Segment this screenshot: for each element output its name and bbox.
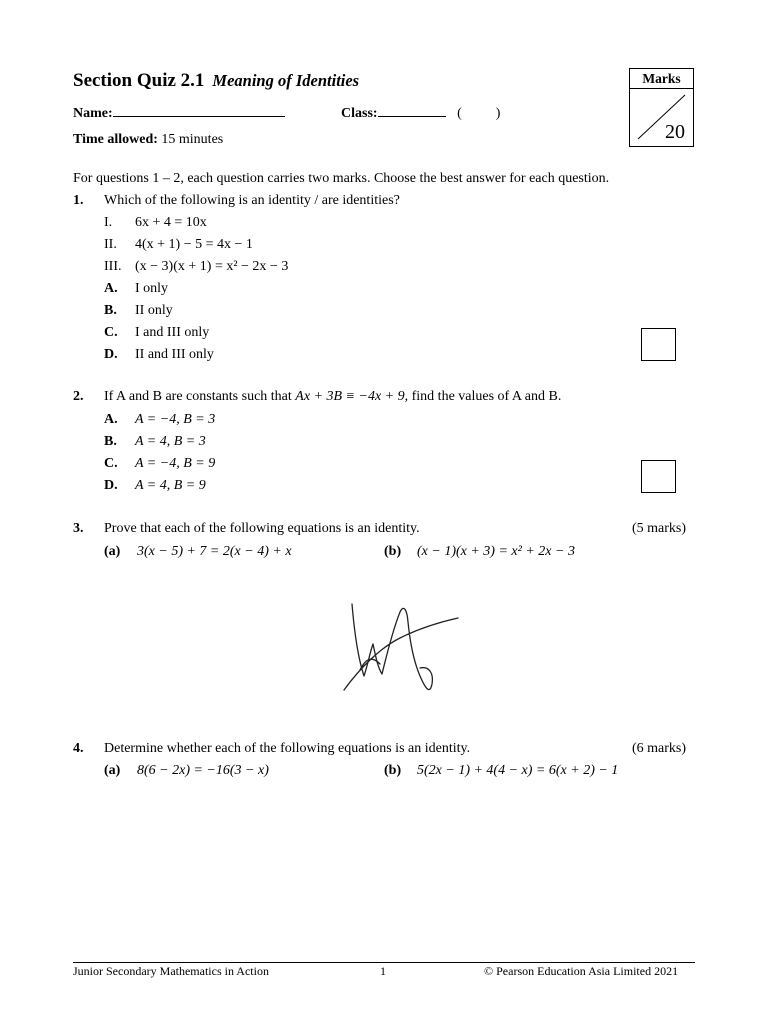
q3-part-a-expr: 3(x − 5) + 7 = 2(x − 4) + x — [137, 544, 292, 559]
footer-rule — [73, 962, 695, 963]
q2-text-after: , find the values of A and B. — [404, 389, 562, 404]
class-number-close: ) — [495, 106, 501, 121]
q1-option-d[interactable]: II and III only — [135, 347, 214, 362]
q2-number: 2. — [73, 389, 84, 404]
quiz-subtitle: Meaning of Identities — [212, 71, 360, 90]
instructions: For questions 1 – 2, each question carries two marks. Choose the best answer for each question. — [73, 171, 610, 186]
name-label: Name: — [73, 106, 113, 121]
q1-statement-label: II. — [104, 237, 117, 252]
q4-part-b-expr: 5(2x − 1) + 4(4 − x) = 6(x + 2) − 1 — [417, 763, 619, 778]
q2-option-letter: D. — [104, 478, 118, 493]
q4-part-label: (a) — [104, 763, 121, 778]
q1-option-a[interactable]: I only — [135, 281, 169, 296]
quiz-title — [73, 70, 359, 92]
q2-answer-box[interactable] — [641, 460, 676, 493]
q1-number: 1. — [73, 193, 84, 208]
q1-option-b[interactable]: II only — [135, 303, 173, 318]
q1-option-letter: D. — [104, 347, 118, 362]
q1-option-letter: C. — [104, 325, 118, 340]
q1-answer-box[interactable] — [641, 328, 676, 361]
name-field[interactable] — [73, 104, 285, 122]
q1-text: Which of the following is an identity / are identities? — [104, 193, 400, 208]
q3-part-b-expr: (x − 1)(x + 3) = x² + 2x − 3 — [417, 544, 575, 559]
q3-part-label: (b) — [384, 544, 402, 559]
q3-text: Prove that each of the following equations is an identity. — [104, 521, 420, 536]
q2-text-before: If A and B are constants such that — [104, 389, 292, 404]
q2-option-letter: C. — [104, 456, 118, 471]
q3-marks: (5 marks) — [632, 521, 687, 536]
q1-option-c[interactable]: I and III only — [135, 325, 210, 340]
q3-part-label: (a) — [104, 544, 121, 559]
q1-option-letter: B. — [104, 303, 117, 318]
q2-expression: Ax + 3B ≡ −4x + 9 — [295, 389, 405, 404]
q1-statement-label: I. — [104, 215, 113, 230]
q2-option-a[interactable]: A = −4, B = 3 — [135, 412, 216, 427]
q2-option-letter: B. — [104, 434, 117, 449]
marks-box — [629, 68, 694, 147]
q2-option-c[interactable]: A = −4, B = 9 — [135, 456, 216, 471]
q4-marks: (6 marks) — [632, 741, 687, 756]
page-number: 1 — [380, 964, 386, 978]
q3-number: 3. — [73, 521, 84, 536]
class-number-open: ( — [457, 106, 462, 121]
quiz-title-main: Section Quiz 2.1 — [73, 70, 205, 91]
q1-statement-label: III. — [104, 259, 122, 274]
q4-part-a-expr: 8(6 − 2x) = −16(3 − x) — [137, 763, 269, 778]
q4-text: Determine whether each of the following equations is an identity. — [104, 741, 471, 756]
marks-label: Marks — [630, 69, 693, 89]
name-blank[interactable] — [113, 104, 285, 117]
footer-right: © Pearson Education Asia Limited 2021 — [484, 964, 679, 978]
class-label: Class: — [341, 106, 378, 121]
time-value: 15 minutes — [161, 132, 224, 147]
signature-scribble — [340, 598, 465, 698]
q1-statement: 6x + 4 = 10x — [135, 215, 207, 230]
q1-statement: (x − 3)(x + 1) = x² − 2x − 3 — [135, 259, 289, 274]
q2-option-b[interactable]: A = 4, B = 3 — [135, 434, 206, 449]
q1-statement: 4(x + 1) − 5 = 4x − 1 — [135, 237, 253, 252]
q2-option-letter: A. — [104, 412, 118, 427]
q4-number: 4. — [73, 741, 84, 756]
class-blank[interactable] — [378, 104, 446, 117]
q4-part-label: (b) — [384, 763, 402, 778]
time-allowed — [73, 132, 223, 148]
class-field[interactable] — [341, 104, 500, 122]
footer-left: Junior Secondary Mathematics in Action — [73, 964, 269, 978]
time-label: Time allowed: — [73, 132, 158, 147]
q2-text — [104, 389, 561, 405]
marks-total: 20 — [665, 121, 685, 143]
q2-option-d[interactable]: A = 4, B = 9 — [135, 478, 206, 493]
q1-option-letter: A. — [104, 281, 118, 296]
